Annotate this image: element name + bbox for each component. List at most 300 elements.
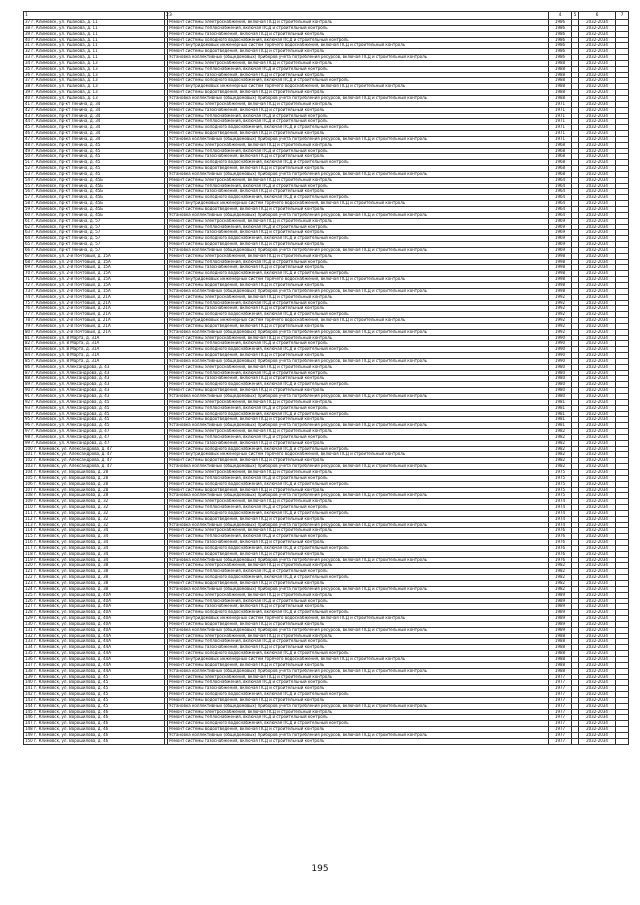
row-work-cell: Ремонт системы водоотведения, включая ПСД и строительный контроль [168, 581, 549, 587]
row-work-cell: Установка коллективных (общедомовых) приборов учета потребления ресурсов, включая ПСД и строительный контроль [168, 212, 549, 218]
row-address: г. Климовск, пр-кт Ленина, д. 45Б [31, 211, 104, 217]
row-year-cell: 1989 [549, 604, 572, 610]
row-period-cell: 2032-2034 [579, 721, 616, 727]
row-year-cell: 1986 [549, 37, 572, 43]
row-work-cell: Ремонт системы водоотведения, включая ПСД и строительный контроль [168, 131, 549, 137]
row-period-cell: 2032-2034 [579, 528, 616, 534]
row-address: г. Климовск, ул. Ворошилова, д. 38 [33, 580, 109, 585]
row-year-cell: 1974 [549, 499, 572, 505]
row-year-cell: 1989 [549, 610, 572, 616]
column-header-1: 1 [24, 12, 165, 20]
row-work-cell: Ремонт системы газоснабжения, включая ПСД и строительный контроль [168, 72, 549, 78]
row-year-cell: 1982 [549, 440, 572, 446]
row-work-cell: Ремонт системы холодного водоснабжения, включая ПСД и строительный контроль [168, 575, 549, 581]
row-year-cell: 1980 [549, 376, 572, 382]
row-number: 75 [25, 299, 31, 305]
row-number: 109 [25, 498, 33, 504]
row-period-cell: 2032-2034 [579, 633, 616, 639]
row-number: 115 [25, 533, 33, 539]
row-work-cell: Ремонт внутридомовых инженерных систем горячего водоснабжения, включая ПСД и строительный контроль [168, 656, 549, 662]
row-work-cell: Ремонт системы теплоснабжения, включая ПСД и строительный контроль [168, 259, 549, 265]
row-address: г. Климовск, пр-кт Ленина, д. 57 [31, 235, 101, 241]
row-number: 150 [25, 737, 33, 743]
row-work-cell: Ремонт системы теплоснабжения, включая ПСД и строительный контроль [168, 475, 549, 481]
row-period-cell: 2032-2034 [579, 516, 616, 522]
row-period-cell: 2032-2034 [579, 475, 616, 481]
row-address: г. Климовск, ул. Ворошилова, д. 44А [33, 638, 111, 644]
row-number: 48 [25, 141, 31, 147]
row-address: г. Климовск, ул. Ушакова, д. 11 [31, 54, 98, 60]
row-year-cell: 1981 [549, 405, 572, 411]
row-work-cell: Ремонт системы холодного водоснабжения, включая ПСД и строительный контроль [168, 347, 549, 353]
row-year-cell: 1980 [549, 388, 572, 394]
row-work-cell: Ремонт системы теплоснабжения, включая ПСД и строительный контроль [168, 119, 549, 125]
row-address: г. Климовск, ул. Александрова, д. 47 [31, 433, 110, 439]
row-year-cell: 1998 [549, 259, 572, 265]
row-address: г. Климовск, ул. Ушакова, д. 13 [31, 59, 98, 65]
row-address: г. Климовск, ул. Ворошилова, д. 40А [33, 609, 111, 615]
row-year-cell: 1990 [549, 358, 572, 364]
row-year-cell: 1977 [549, 721, 572, 727]
row-number: 55 [25, 182, 31, 188]
row-period-cell: 2032-2034 [579, 604, 616, 610]
row-year-cell: 1977 [549, 680, 572, 686]
row-year-cell: 1971 [549, 131, 572, 137]
row-year-cell: 1964 [549, 183, 572, 189]
row-address: г. Климовск, ул. Ворошилова, д. 44А [33, 650, 111, 656]
row-year-cell: 1988 [549, 639, 572, 645]
row-address: г. Климовск, ул. Ворошилова, д. 38 [33, 574, 109, 580]
row-work-cell: Установка коллективных (общедомовых) приборов учета потребления ресурсов, включая ПСД и строительный контроль [168, 557, 549, 563]
row-work-cell: Ремонт системы теплоснабжения, включая ПСД и строительный контроль [168, 715, 549, 721]
row-period-cell: 2032-2034 [579, 364, 616, 370]
row-year-cell: 1977 [549, 732, 572, 738]
row-period-cell: 2032-2034 [579, 271, 616, 277]
row-address: г. Климовск, ул. Ворошилова, д. 32 [33, 521, 109, 527]
row-year-cell: 1977 [549, 692, 572, 698]
row-period-cell: 2032-2034 [579, 610, 616, 616]
row-year-cell: 1988 [549, 633, 572, 639]
row-year-cell: 1988 [549, 84, 572, 90]
row-work-cell: Ремонт системы теплоснабжения, включая ПСД и строительный контроль [168, 25, 549, 31]
row-number: 141 [25, 685, 33, 691]
row-period-cell: 2032-2034 [579, 341, 616, 347]
row-number: 69 [25, 264, 31, 270]
row-work-cell: Ремонт системы водоотведения, включая ПСД и строительный контроль [168, 323, 549, 329]
row-address: г. Климовск, ул. Ушакова, д. 13 [31, 83, 98, 89]
row-number: 34 [25, 59, 31, 65]
row-address: г. Климовск, ул. Ворошилова, д. 32 [33, 515, 109, 521]
row-year-cell: 1988 [549, 60, 572, 66]
row-period-cell: 2032-2034 [579, 464, 616, 470]
row-address: г. Климовск, ул. Ушакова, д. 13 [31, 65, 98, 71]
row-period-cell: 2032-2034 [579, 394, 616, 400]
row-number: 62 [25, 223, 31, 229]
row-work-cell: Установка коллективных (общедомовых) приборов учета потребления ресурсов, включая ПСД и строительный контроль [168, 247, 549, 253]
row-work-cell: Ремонт системы холодного водоснабжения, включая ПСД и строительный контроль [168, 236, 549, 242]
row-work-cell: Ремонт системы теплоснабжения, включая ПСД и строительный контроль [168, 534, 549, 540]
row-address: г. Климовск, ул. 2-й Почтовый, д. 15А [31, 270, 111, 276]
row-year-cell: 1971 [549, 107, 572, 113]
row-period-cell: 2032-2034 [579, 656, 616, 662]
row-period-cell: 2032-2034 [579, 37, 616, 43]
row-period-cell: 2032-2034 [579, 621, 616, 627]
row-number: 88 [25, 375, 31, 381]
row-number: 107 [25, 486, 33, 492]
row-year-cell: 1964 [549, 212, 572, 218]
row-number: 77 [25, 311, 31, 317]
row-period-cell: 2032-2034 [579, 183, 616, 189]
row-year-cell: 1998 [549, 282, 572, 288]
row-work-cell: Ремонт системы холодного водоснабжения, включая ПСД и строительный контроль [168, 160, 549, 166]
row-work-cell: Ремонт системы электроснабжения, включая ПСД и строительный контроль [168, 563, 549, 569]
row-period-cell: 2032-2034 [579, 49, 616, 55]
row-year-cell: 1992 [549, 300, 572, 306]
row-year-cell: 1986 [549, 43, 572, 49]
row-year-cell: 1998 [549, 253, 572, 259]
row-year-cell: 1992 [549, 306, 572, 312]
row-work-cell: Ремонт внутридомовых инженерных систем горячего водоснабжения, включая ПСД и строительный контроль [168, 277, 549, 283]
row-period-cell: 2032-2034 [579, 142, 616, 148]
row-year-cell: 1992 [549, 294, 572, 300]
row-address: г. Климовск, ул. 2-й Почтовый, д. 15А [31, 287, 111, 293]
row-work-cell: Ремонт системы электроснабжения, включая ПСД и строительный контроль [168, 399, 549, 405]
row-address: г. Климовск, ул. Ворошилова, д. 28 [33, 474, 109, 480]
row-address: г. Климовск, ул. Александрова, д. 43 [31, 363, 110, 369]
row-period-cell: 2032-2034 [579, 20, 616, 26]
row-work-cell: Ремонт системы теплоснабжения, включая ПСД и строительный контроль [168, 680, 549, 686]
row-work-cell: Ремонт системы холодного водоснабжения, включая ПСД и строительный контроль [168, 382, 549, 388]
row-number: 149 [25, 731, 33, 737]
row-period-cell: 2032-2034 [579, 95, 616, 101]
row-work-cell: Установка коллективных (общедомовых) приборов учета потребления ресурсов, включая ПСД и строительный контроль [168, 522, 549, 528]
row-year-cell: 1982 [549, 586, 572, 592]
row-number: 73 [25, 287, 31, 293]
row-address: г. Климовск, ул. 2-й Почтовый, д. 21А [31, 328, 111, 334]
row-number: 129 [25, 615, 33, 621]
row-address: г. Климовск, пр-кт Ленина, д. 57 [31, 223, 101, 229]
row-work-cell: Ремонт системы водоотведения, включая ПСД и строительный контроль [168, 166, 549, 172]
row-number: 54 [25, 176, 31, 182]
row-address: г. Климовск, пр-кт Ленина, д. 57 [31, 229, 101, 235]
document-sheet [23, 11, 624, 745]
column-header-4: 4 [549, 12, 572, 20]
row-address: г. Климовск, ул. Ушакова, д. 11 [31, 30, 98, 36]
row-address: г. Климовск, ул. Александрова, д. 43 [31, 387, 110, 393]
row-period-cell: 2032-2034 [579, 738, 616, 744]
row-address: г. Климовск, пр-кт Ленина, д. 45Б [31, 194, 104, 200]
row-number: 103 [25, 463, 33, 469]
row-number: 138 [25, 667, 33, 673]
row-work-cell: Ремонт системы газоснабжения, включая ПСД и строительный контроль [168, 604, 549, 610]
row-period-cell: 2032-2034 [579, 253, 616, 259]
row-year-cell: 1964 [549, 201, 572, 207]
row-number: 74 [25, 293, 31, 299]
row-address: г. Климовск, ул. Ворошилова, д. 45 [33, 702, 109, 708]
row-number: 42 [25, 106, 31, 112]
row-period-cell: 2032-2034 [579, 154, 616, 160]
row-work-cell: Ремонт системы теплоснабжения, включая ПСД и строительный контроль [168, 224, 549, 230]
row-period-cell: 2032-2034 [579, 282, 616, 288]
row-period-cell: 2032-2034 [579, 481, 616, 487]
row-period-cell: 2032-2034 [579, 674, 616, 680]
row-period-cell: 2032-2034 [579, 160, 616, 166]
row-number: 39 [25, 89, 31, 95]
row-address: г. Климовск, ул. Ворошилова, д. 34 [33, 556, 109, 562]
row-number: 145 [25, 708, 33, 714]
row-address: г. Климовск, ул. Ушакова, д. 13 [31, 71, 98, 77]
row-year-cell: 1975 [549, 469, 572, 475]
row-period-cell: 2032-2034 [579, 101, 616, 107]
row-address: г. Климовск, пр-кт Ленина, д. 57 [31, 241, 101, 247]
row-address: г. Климовск, пр-кт Ленина, д. 45Б [31, 206, 104, 211]
row-work-cell: Ремонт системы водоотведения, включая ПСД и строительный контроль [168, 697, 549, 703]
row-address: г. Климовск, ул. Ворошилова, д. 44А [33, 632, 111, 638]
row-number: 136 [25, 655, 33, 661]
row-number: 135 [25, 650, 33, 656]
row-period-cell: 2032-2034 [579, 651, 616, 657]
row-work-cell: Ремонт системы электроснабжения, включая ПСД и строительный контроль [168, 674, 549, 680]
row-year-cell: 1986 [549, 31, 572, 37]
row-work-cell: Ремонт системы холодного водоснабжения, включая ПСД и строительный контроль [168, 721, 549, 727]
row-period-cell: 2032-2034 [579, 195, 616, 201]
row-work-cell: Ремонт системы электроснабжения, включая ПСД и строительный контроль [168, 364, 549, 370]
row-work-cell: Ремонт системы электроснабжения, включая ПСД и строительный контроль [168, 177, 549, 183]
row-number: 50 [25, 153, 31, 159]
row-year-cell: 1975 [549, 481, 572, 487]
row-number: 53 [25, 170, 31, 176]
row-work-cell: Ремонт системы водоотведения, включая ПСД и строительный контроль [168, 388, 549, 394]
row-number: 58 [25, 200, 31, 206]
row-work-cell: Ремонт системы теплоснабжения, включая ПСД и строительный контроль [168, 598, 549, 604]
row-address: г. Климовск, ул. Ушакова, д. 11 [31, 24, 98, 30]
row-address: г. Климовск, ул. Ворошилова, д. 44А [33, 655, 111, 661]
row-number: 86 [25, 363, 31, 369]
row-work-cell: Ремонт внутридомовых инженерных систем горячего водоснабжения, включая ПСД и строительный контроль [168, 616, 549, 622]
row-year-cell: 1981 [549, 417, 572, 423]
row-number: 63 [25, 229, 31, 235]
row-number: 132 [25, 632, 33, 638]
row-number: 81 [25, 334, 31, 340]
row-address: г. Климовск, ул. Александрова, д. 47 [33, 457, 112, 463]
row-work-cell: Ремонт внутридомовых инженерных систем горячего водоснабжения, включая ПСД и строительный контроль [168, 43, 549, 49]
row-year-cell: 1971 [549, 113, 572, 119]
row-number: 94 [25, 410, 31, 416]
row-address: г. Климовск, ул. 2-й Почтовый, д. 21А [31, 317, 111, 323]
row-address: г. Климовск, ул. 2-й Почтовый, д. 21А [31, 299, 111, 305]
row-number: 146 [25, 714, 33, 720]
row-period-cell: 2032-2034 [579, 645, 616, 651]
row-year-cell: 1980 [549, 370, 572, 376]
row-year-cell: 1989 [549, 627, 572, 633]
row-work-cell: Установка коллективных (общедомовых) приборов учета потребления ресурсов, включая ПСД и строительный контроль [168, 136, 549, 142]
row-number: 80 [25, 328, 31, 334]
row-period-cell: 2032-2034 [579, 668, 616, 674]
row-number: 134 [25, 644, 33, 650]
row-year-cell: 1969 [549, 242, 572, 248]
row-year-cell: 1988 [549, 656, 572, 662]
row-work-cell: Установка коллективных (общедомовых) приборов учета потребления ресурсов, включая ПСД и строительный контроль [168, 55, 549, 61]
row-address: г. Климовск, пр-кт Ленина, д. 34 [31, 100, 101, 106]
row-period-cell: 2032-2034 [579, 60, 616, 66]
row-address: г. Климовск, ул. 2-й Почтовый, д. 15А [31, 252, 111, 258]
row-year-cell: 1988 [549, 90, 572, 96]
row-period-cell: 2032-2034 [579, 510, 616, 516]
row-period-cell: 2032-2034 [579, 715, 616, 721]
row-period-cell: 2032-2034 [579, 592, 616, 598]
row-number: 52 [25, 165, 31, 171]
row-address: г. Климовск, пр-кт Ленина, д. 45 [31, 147, 101, 153]
row-number: 110 [25, 504, 33, 510]
row-year-cell: 1988 [549, 645, 572, 651]
row-year-cell: 1977 [549, 738, 572, 744]
row-work-cell: Установка коллективных (общедомовых) приборов учета потребления ресурсов, включая ПСД и строительный контроль [168, 394, 549, 400]
row-address: г. Климовск, ул. Ворошилова, д. 45 [33, 696, 109, 702]
row-year-cell: 1992 [549, 329, 572, 335]
row-year-cell: 1981 [549, 423, 572, 429]
row-address: г. Климовск, ул. Ворошилова, д. 40А [33, 626, 111, 632]
capital-repair-table [23, 11, 629, 745]
row-address-cell [24, 738, 165, 744]
row-year-cell: 1976 [549, 528, 572, 534]
row-address: г. Климовск, ул. Александрова, д. 47 [33, 451, 112, 457]
row-number: 84 [25, 352, 31, 358]
row-work-cell: Ремонт системы газоснабжения, включая ПСД и строительный контроль [168, 376, 549, 382]
row-work-cell: Ремонт системы холодного водоснабжения, включая ПСД и строительный контроль [168, 446, 549, 452]
row-number: 127 [25, 603, 33, 609]
row-work-cell: Ремонт системы холодного водоснабжения, включая ПСД и строительный контроль [168, 195, 549, 201]
row-year-cell: 1998 [549, 277, 572, 283]
row-address: г. Климовск, ул. Ворошилова, д. 34 [33, 550, 109, 556]
row-address: г. Климовск, ул. Ворошилова, д. 34 [33, 533, 109, 539]
row-work-cell: Ремонт системы электроснабжения, включая ПСД и строительный контроль [168, 60, 549, 66]
row-number: 49 [25, 147, 31, 153]
row-number: 116 [25, 539, 33, 545]
row-year-cell: 1971 [549, 119, 572, 125]
row-period-cell: 2032-2034 [579, 277, 616, 283]
row-period-cell: 2032-2034 [579, 487, 616, 493]
column-header-5: 5 [572, 12, 579, 20]
row-number: 31 [25, 42, 31, 48]
row-address: г. Климовск, пр-кт Ленина, д. 45 [31, 141, 101, 147]
row-period-cell: 2032-2034 [579, 294, 616, 300]
row-address: г. Климовск, ул. Ворошилова, д. 44А [33, 661, 111, 667]
row-work-cell: Ремонт системы холодного водоснабжения, включая ПСД и строительный контроль [168, 312, 549, 318]
row-number: 90 [25, 387, 31, 393]
row-period-cell: 2032-2034 [579, 434, 616, 440]
row-period-cell: 2032-2034 [579, 493, 616, 499]
row-period-cell: 2032-2034 [579, 312, 616, 318]
row-number: 96 [25, 422, 31, 428]
row-work-cell: Установка коллективных (общедомовых) приборов учета потребления ресурсов, включая ПСД и строительный контроль [168, 627, 549, 633]
row-address: г. Климовск, ул. Александрова, д. 45 [31, 404, 110, 410]
row-address: г. Климовск, ул. Ушакова, д. 13 [31, 77, 98, 83]
row-period-cell: 2032-2034 [579, 218, 616, 224]
row-address: г. Климовск, ул. Александрова, д. 45 [31, 398, 110, 404]
row-period-cell: 2032-2034 [579, 703, 616, 709]
row-work-cell: Ремонт внутридомовых инженерных систем горячего водоснабжения, включая ПСД и строительный контроль [168, 318, 549, 324]
row-address: г. Климовск, ул. Ворошилова, д. 46 [33, 726, 109, 732]
row-work-cell: Ремонт системы водоотведения, включая ПСД и строительный контроль [168, 458, 549, 464]
row-period-cell: 2032-2034 [579, 557, 616, 563]
row-work-cell: Установка коллективных (общедомовых) приборов учета потребления ресурсов, включая ПСД и строительный контроль [168, 493, 549, 499]
row-number: 92 [25, 398, 31, 404]
row-period-cell: 2032-2034 [579, 399, 616, 405]
row-number: 144 [25, 702, 33, 708]
row-address: г. Климовск, пр-кт Ленина, д. 34 [31, 135, 101, 141]
row-address: г. Климовск, ул. Александрова, д. 43 [31, 381, 110, 387]
row-address: г. Климовск, ул. Ушакова, д. 11 [31, 42, 98, 48]
row-year-cell: 1968 [549, 148, 572, 154]
row-address: г. Климовск, пр-кт Ленина, д. 34 [31, 106, 101, 112]
row-number: 76 [25, 305, 31, 311]
row-number: 44 [25, 118, 31, 124]
row-work-cell: Ремонт системы водоотведения, включая ПСД и строительный контроль [168, 49, 549, 55]
row-number: 123 [25, 580, 33, 585]
row-period-cell: 2032-2034 [579, 242, 616, 248]
row-work-cell: Ремонт системы электроснабжения, включая ПСД и строительный контроль [168, 142, 549, 148]
row-address: г. Климовск, ул. Ворошилова, д. 45 [33, 691, 109, 697]
row-period-cell: 2032-2034 [579, 709, 616, 715]
row-work-cell: Ремонт системы газоснабжения, включая ПСД и строительный контроль [168, 738, 549, 744]
row-address: г. Климовск, пр-кт Ленина, д. 45Б [31, 188, 104, 194]
row-period-cell: 2032-2034 [579, 569, 616, 575]
row-year-cell: 1974 [549, 510, 572, 516]
row-year-cell: 1968 [549, 171, 572, 177]
row-work-cell: Ремонт системы газоснабжения, включая ПСД и строительный контроль [168, 440, 549, 446]
row-address: г. Климовск, ул. Ворошилова, д. 40А [33, 620, 111, 626]
row-number: 32 [25, 48, 31, 54]
row-period-cell: 2032-2034 [579, 540, 616, 546]
row-address: г. Климовск, ул. Ворошилова, д. 32 [33, 498, 109, 504]
row-address: г. Климовск, пр-кт Ленина, д. 45Б [31, 200, 104, 206]
row-period-cell: 2032-2034 [579, 586, 616, 592]
row-year-cell: 1971 [549, 125, 572, 131]
row-work-cell: Установка коллективных (общедомовых) приборов учета потребления ресурсов, включая ПСД и строительный контроль [168, 464, 549, 470]
row-year-cell: 1981 [549, 411, 572, 417]
row-year-cell: 1976 [549, 540, 572, 546]
row-year-cell: 1968 [549, 160, 572, 166]
row-number: 102 [25, 457, 33, 463]
row-number: 40 [25, 94, 31, 100]
row-number: 108 [25, 492, 33, 498]
row-year-cell: 1964 [549, 195, 572, 201]
row-number: 122 [25, 574, 33, 580]
row-work-cell: Ремонт системы газоснабжения, включая ПСД и строительный контроль [168, 107, 549, 113]
row-address: г. Климовск, ул. Ворошилова, д. 46 [33, 708, 109, 714]
row-year-cell: 1986 [549, 49, 572, 55]
row-address: г. Климовск, ул. Ворошилова, д. 44А [33, 667, 111, 673]
row-period-cell: 2032-2034 [579, 347, 616, 353]
row-work-cell: Ремонт системы газоснабжения, включая ПСД и строительный контроль [168, 31, 549, 37]
row-year-cell: 1989 [549, 616, 572, 622]
row-period-cell: 2032-2034 [579, 43, 616, 49]
row-period-cell: 2032-2034 [579, 230, 616, 236]
row-period-cell: 2032-2034 [579, 411, 616, 417]
row-year-cell: 1982 [549, 581, 572, 587]
row-year-cell: 1975 [549, 493, 572, 499]
row-work-cell: Ремонт системы теплоснабжения, включая ПСД и строительный контроль [168, 569, 549, 575]
row-address: г. Климовск, ул. Ворошилова, д. 46 [33, 731, 109, 737]
row-year-cell: 1992 [549, 318, 572, 324]
row-year-cell: 1981 [549, 399, 572, 405]
row-year-cell: 1974 [549, 522, 572, 528]
row-period-cell: 2032-2034 [579, 25, 616, 31]
row-address: г. Климовск, пр-кт Ленина, д. 57 [31, 246, 101, 252]
row-year-cell: 1971 [549, 101, 572, 107]
row-period-cell: 2032-2034 [579, 66, 616, 72]
row-work-cell: Ремонт системы теплоснабжения, включая ПСД и строительный контроль [168, 148, 549, 154]
